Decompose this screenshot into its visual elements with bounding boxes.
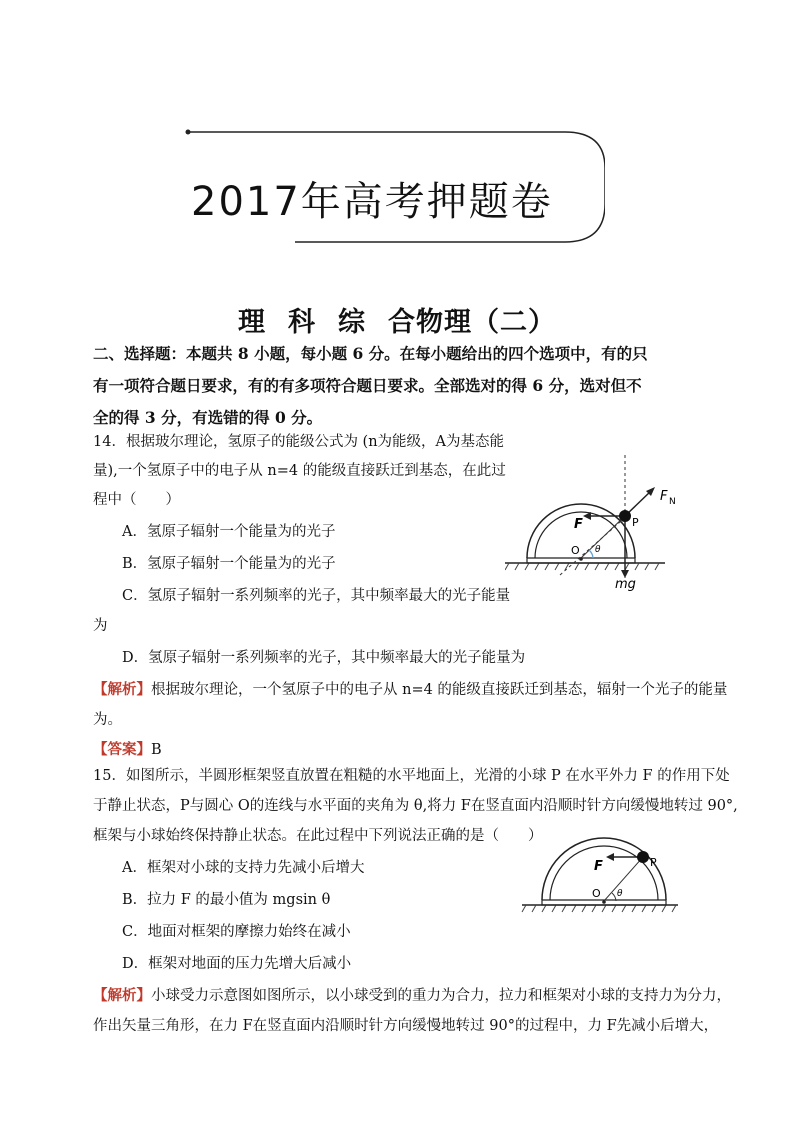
fig1-label-fn: F [660, 489, 668, 504]
analysis-tag: 【解析】 [93, 681, 151, 698]
answer-tag: 【答案】 [93, 741, 151, 758]
q14-answer: 【答案】B [93, 741, 162, 758]
q14-option-c-line2: 为 [93, 618, 108, 634]
q14-analysis-line1: 【解析】根据玻尔理论，一个氢原子中的电子从 n=4 的能级直接跃迁到基态，辐射一个光子的能量 [93, 681, 728, 698]
q14-option-c-line1: C．氢原子辐射一系列频率的光子，其中频率最大的光子能量 [122, 588, 511, 604]
section-intro-line2: 有一项符合题日要求，有的有多项符合题日要求。全部选对的得 6 分，选对但不 [93, 376, 642, 395]
q15-option-a: A．框架对小球的支持力先减小后增大 [122, 860, 365, 876]
section-intro-line1: 二、选择题：本题共 8 小题，每小题 6 分。在每小题给出的四个选项中，有的只 [93, 344, 648, 363]
q15-stem-line3: 框架与小球始终保持静止状态。在此过程中下列说法正确的是（ ） [93, 828, 543, 844]
q15-option-d: D．框架对地面的压力先增大后减小 [122, 956, 352, 972]
fig1-label-theta: θ [595, 545, 601, 555]
fig2-label-f: F [594, 859, 603, 874]
q15-stem-line2: 于静止状态，P与圆心 O的连线与水平面的夹角为 θ,将力 F在竖直面内沿顺时针方向缓慢地转过 90°, [93, 798, 738, 814]
title-banner [185, 128, 605, 244]
fig1-label-fn-sub: N [669, 497, 676, 507]
figure-q14-force-diagram [505, 450, 685, 595]
fig2-label-o: O [592, 887, 601, 900]
fig1-label-mg: mg [615, 577, 636, 592]
fig2-label-theta: θ [617, 889, 623, 899]
q15-analysis-line2: 作出矢量三角形，在力 F在竖直面内沿顺时针方向缓慢地转过 90°的过程中，力 F先减小后增大， [93, 1018, 719, 1034]
analysis-tag: 【解析】 [93, 987, 151, 1004]
fig2-label-p: P [650, 856, 657, 869]
fig1-label-f: F [574, 517, 583, 532]
banner-title: 2017年高考押题卷 [191, 179, 553, 225]
q15-option-c: C．地面对框架的摩擦力始终在减小 [122, 924, 351, 940]
q15-option-b: B．拉力 F 的最小值为 mgsin θ [122, 892, 331, 908]
fig1-label-p: P [632, 516, 639, 529]
q15-analysis-line1: 【解析】小球受力示意图如图所示，以小球受到的重力为合力，拉力和框架对小球的支持力为分力， [93, 987, 731, 1004]
q15-stem-line1: 15．如图所示，半圆形框架竖直放置在粗糙的水平地面上，光滑的小球 P 在水平外力 F 的作用下处 [93, 768, 730, 784]
q14-option-a: A．氢原子辐射一个能量为的光子 [122, 524, 336, 540]
fig1-label-o: O [571, 544, 580, 557]
figure-q15-frame-diagram [520, 835, 680, 915]
q14-stem-line2: 量),一个氢原子中的电子从 n=4 的能级直接跃迁到基态，在此过 [93, 463, 506, 479]
q14-option-d: D．氢原子辐射一系列频率的光子，其中频率最大的光子能量为 [122, 650, 526, 666]
q14-analysis-line2: 为。 [93, 712, 122, 728]
section-intro-line3: 全的得 3 分，有选错的得 0 分。 [93, 408, 323, 427]
q14-stem-line3: 程中（ ） [93, 492, 180, 508]
q14-option-b: B．氢原子辐射一个能量为的光子 [122, 556, 336, 572]
q14-stem-line1: 14．根据玻尔理论，氢原子的能级公式为 (n为能级，A为基态能 [93, 434, 505, 450]
subject-heading: 理 科 综 合物理（二） [238, 307, 556, 338]
